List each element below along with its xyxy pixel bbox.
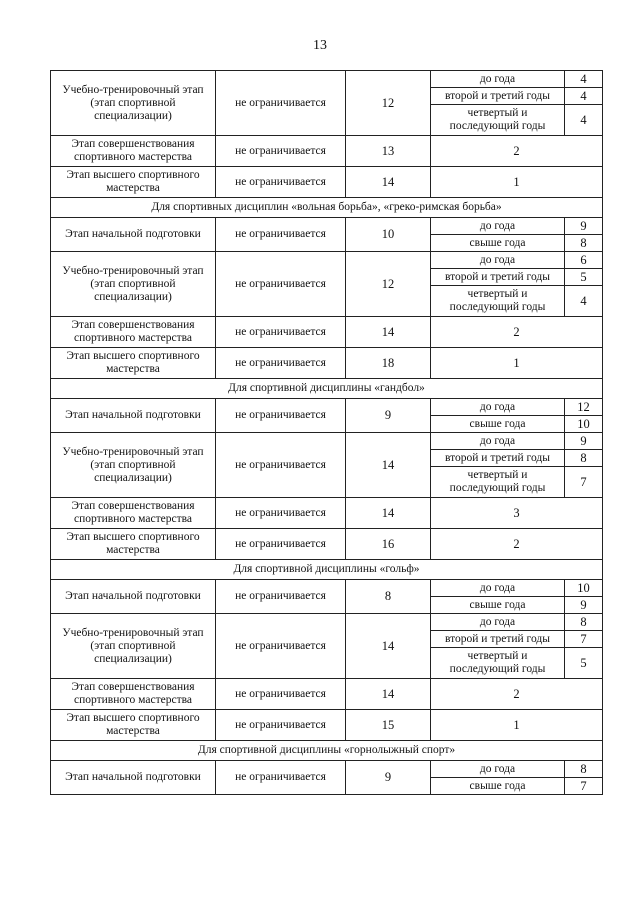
count-cell: 2: [431, 317, 603, 348]
max-age-cell: не ограничивается: [216, 317, 346, 348]
count-cell: 9: [565, 218, 603, 235]
min-age-cell: 10: [346, 218, 431, 252]
period-label-cell: второй и третий годы: [431, 269, 565, 286]
min-age-cell: 14: [346, 433, 431, 498]
table-row: [51, 761, 603, 778]
stage-name-cell: Этап начальной подготовки: [51, 218, 216, 252]
max-age-cell: не ограничивается: [216, 710, 346, 741]
stage-name-cell: Этап начальной подготовки: [51, 761, 216, 795]
count-cell: 3: [431, 498, 603, 529]
min-age-cell: 12: [346, 252, 431, 317]
stage-name-cell: Этап совершенствования спортивного мастерства: [51, 317, 216, 348]
count-cell: 5: [565, 648, 603, 679]
count-cell: 8: [565, 235, 603, 252]
table-row: [51, 529, 603, 560]
period-label-cell: второй и третий годы: [431, 88, 565, 105]
count-cell: 8: [565, 614, 603, 631]
period-label-cell: свыше года: [431, 235, 565, 252]
max-age-cell: не ограничивается: [216, 433, 346, 498]
min-age-cell: 9: [346, 399, 431, 433]
count-cell: 9: [565, 597, 603, 614]
min-age-cell: 13: [346, 136, 431, 167]
sports-stages-table: [50, 70, 603, 795]
table-row: [51, 399, 603, 416]
max-age-cell: не ограничивается: [216, 614, 346, 679]
count-cell: 2: [431, 679, 603, 710]
count-cell: 9: [565, 433, 603, 450]
stage-name-cell: Этап высшего спортивного мастерства: [51, 167, 216, 198]
count-cell: 8: [565, 761, 603, 778]
section-header-row: [51, 379, 603, 399]
period-label-cell: свыше года: [431, 416, 565, 433]
period-label-cell: четвертый и последующий годы: [431, 105, 565, 136]
max-age-cell: не ограничивается: [216, 580, 346, 614]
table-row: [51, 348, 603, 379]
count-cell: 1: [431, 710, 603, 741]
max-age-cell: не ограничивается: [216, 71, 346, 136]
period-label-cell: до года: [431, 433, 565, 450]
period-label-cell: второй и третий годы: [431, 631, 565, 648]
page-number: 13: [313, 38, 327, 53]
table-row: [51, 167, 603, 198]
count-cell: 4: [565, 71, 603, 88]
stage-name-cell: Учебно-тренировочный этап (этап спортивной специализации): [51, 71, 216, 136]
period-label-cell: свыше года: [431, 778, 565, 795]
period-label-cell: до года: [431, 761, 565, 778]
stage-name-cell: Учебно-тренировочный этап (этап спортивной специализации): [51, 614, 216, 679]
section-header-row: [51, 198, 603, 218]
min-age-cell: 14: [346, 614, 431, 679]
max-age-cell: не ограничивается: [216, 252, 346, 317]
period-label-cell: до года: [431, 71, 565, 88]
stage-name-cell: Этап начальной подготовки: [51, 399, 216, 433]
stage-name-cell: Учебно-тренировочный этап (этап спортивной специализации): [51, 252, 216, 317]
table-row: [51, 614, 603, 631]
count-cell: 2: [431, 136, 603, 167]
count-cell: 12: [565, 399, 603, 416]
section-header-row: [51, 560, 603, 580]
period-label-cell: до года: [431, 580, 565, 597]
count-cell: 10: [565, 580, 603, 597]
count-cell: 7: [565, 467, 603, 498]
min-age-cell: 8: [346, 580, 431, 614]
period-label-cell: до года: [431, 399, 565, 416]
table-row: [51, 433, 603, 450]
stage-name-cell: Этап высшего спортивного мастерства: [51, 710, 216, 741]
stage-name-cell: Этап совершенствования спортивного мастерства: [51, 136, 216, 167]
count-cell: 7: [565, 778, 603, 795]
period-label-cell: до года: [431, 218, 565, 235]
stage-name-cell: Учебно-тренировочный этап (этап спортивной специализации): [51, 433, 216, 498]
max-age-cell: не ограничивается: [216, 761, 346, 795]
stage-name-cell: Этап начальной подготовки: [51, 580, 216, 614]
table-row: [51, 218, 603, 235]
section-header-row: [51, 741, 603, 761]
table-row: [51, 679, 603, 710]
min-age-cell: 9: [346, 761, 431, 795]
count-cell: 6: [565, 252, 603, 269]
period-label-cell: четвертый и последующий годы: [431, 286, 565, 317]
table-row: [51, 71, 603, 88]
count-cell: 4: [565, 286, 603, 317]
max-age-cell: не ограничивается: [216, 679, 346, 710]
section-title: Для спортивной дисциплины «гандбол»: [51, 379, 603, 399]
min-age-cell: 18: [346, 348, 431, 379]
table-row: [51, 317, 603, 348]
table-row: [51, 710, 603, 741]
stage-name-cell: Этап высшего спортивного мастерства: [51, 529, 216, 560]
period-label-cell: четвертый и последующий годы: [431, 648, 565, 679]
count-cell: 1: [431, 167, 603, 198]
min-age-cell: 14: [346, 167, 431, 198]
count-cell: 7: [565, 631, 603, 648]
count-cell: 10: [565, 416, 603, 433]
max-age-cell: не ограничивается: [216, 167, 346, 198]
stage-name-cell: Этап высшего спортивного мастерства: [51, 348, 216, 379]
table-row: [51, 498, 603, 529]
max-age-cell: не ограничивается: [216, 348, 346, 379]
min-age-cell: 14: [346, 498, 431, 529]
max-age-cell: не ограничивается: [216, 136, 346, 167]
max-age-cell: не ограничивается: [216, 529, 346, 560]
period-label-cell: до года: [431, 252, 565, 269]
count-cell: 1: [431, 348, 603, 379]
count-cell: 2: [431, 529, 603, 560]
period-label-cell: до года: [431, 614, 565, 631]
period-label-cell: свыше года: [431, 597, 565, 614]
min-age-cell: 15: [346, 710, 431, 741]
min-age-cell: 12: [346, 71, 431, 136]
section-title: Для спортивных дисциплин «вольная борьба», «греко-римская борьба»: [51, 198, 603, 218]
count-cell: 4: [565, 105, 603, 136]
count-cell: 4: [565, 88, 603, 105]
period-label-cell: четвертый и последующий годы: [431, 467, 565, 498]
max-age-cell: не ограничивается: [216, 399, 346, 433]
min-age-cell: 14: [346, 317, 431, 348]
table-row: [51, 136, 603, 167]
min-age-cell: 16: [346, 529, 431, 560]
table-row: [51, 252, 603, 269]
max-age-cell: не ограничивается: [216, 218, 346, 252]
period-label-cell: второй и третий годы: [431, 450, 565, 467]
count-cell: 8: [565, 450, 603, 467]
stage-name-cell: Этап совершенствования спортивного мастерства: [51, 679, 216, 710]
table-row: [51, 580, 603, 597]
section-title: Для спортивной дисциплины «гольф»: [51, 560, 603, 580]
section-title: Для спортивной дисциплины «горнолыжный спорт»: [51, 741, 603, 761]
max-age-cell: не ограничивается: [216, 498, 346, 529]
count-cell: 5: [565, 269, 603, 286]
min-age-cell: 14: [346, 679, 431, 710]
stage-name-cell: Этап совершенствования спортивного мастерства: [51, 498, 216, 529]
